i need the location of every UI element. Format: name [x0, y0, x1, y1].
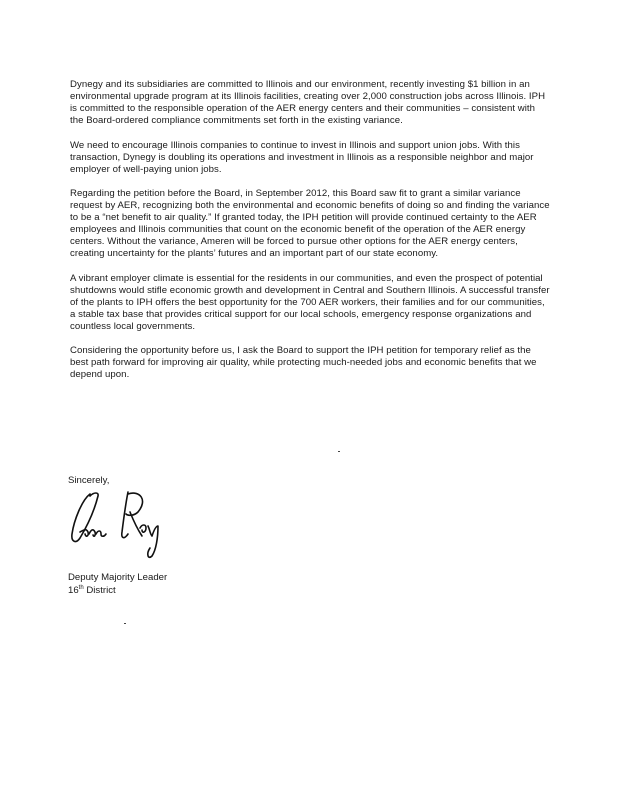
district-number: 16: [68, 584, 79, 596]
scan-speck: [338, 451, 340, 452]
district-word: District: [86, 584, 116, 596]
signer-district: [68, 585, 167, 598]
paragraph-union-jobs: We need to encourage Illinois companies to continue to invest in Illinois and support union jobs. With this transaction, Dynegy is doubling its operations and investment in Illinois as a responsible neighbor and major employer of well-paying union jobs.: [70, 139, 534, 175]
district-suffix: th: [78, 584, 84, 591]
signer-title: Deputy Majority Leader: [68, 572, 168, 583]
signature-block: [68, 572, 167, 597]
paragraph-employer-climate: A vibrant employer climate is essential for the residents in our communities, and even the prospect of potential shutdowns would stifle economic growth and development in Central and Southern Illinois. A successful transfer of the plants to IPH offers the best opportunity for the 700 AER workers, their families and for our communities, a stable tax base that provides critical support for our local schools, emergency response organizations and countless local governments.: [70, 272, 550, 332]
scan-speck: [124, 623, 126, 624]
handwritten-signature: [68, 482, 168, 562]
paragraph-investment: Dynegy and its subsidiaries are committed to Illinois and our environment, recently investing $1 billion in an environmental upgrade program at its Illinois facilities, creating over 2,000 construction jobs across Illinois. IPH is committed to the responsible operation of the AER energy centers and their communities – consistent with the Board-ordered compliance commitments set forth in the existing variance.: [70, 79, 546, 126]
paragraph-petition: Regarding the petition before the Board, in September 2012, this Board saw fit to grant a similar variance request by AER, recognizing both the environmental and economic benefits of doing so and finding the variance to be a “net benefit to air quality.” If granted today, the IPH petition will provide continued certainty to the AER employees and Illinois communities that count on the economic benefit of the operation of the AER energy centers. Without the variance, Ameren will be forced to pursue other options for the AER energy centers, creating uncertainty for the plants’ futures and an important part of our state economy.: [70, 188, 550, 259]
letter-body: [70, 79, 550, 394]
paragraph-request: Considering the opportunity before us, I ask the Board to support the IPH petition for temporary relief as the best path forward for improving air quality, while protecting much-needed jobs and economic benefits that we depend upon.: [70, 345, 537, 380]
closing-salutation: Sincerely,: [68, 475, 110, 486]
